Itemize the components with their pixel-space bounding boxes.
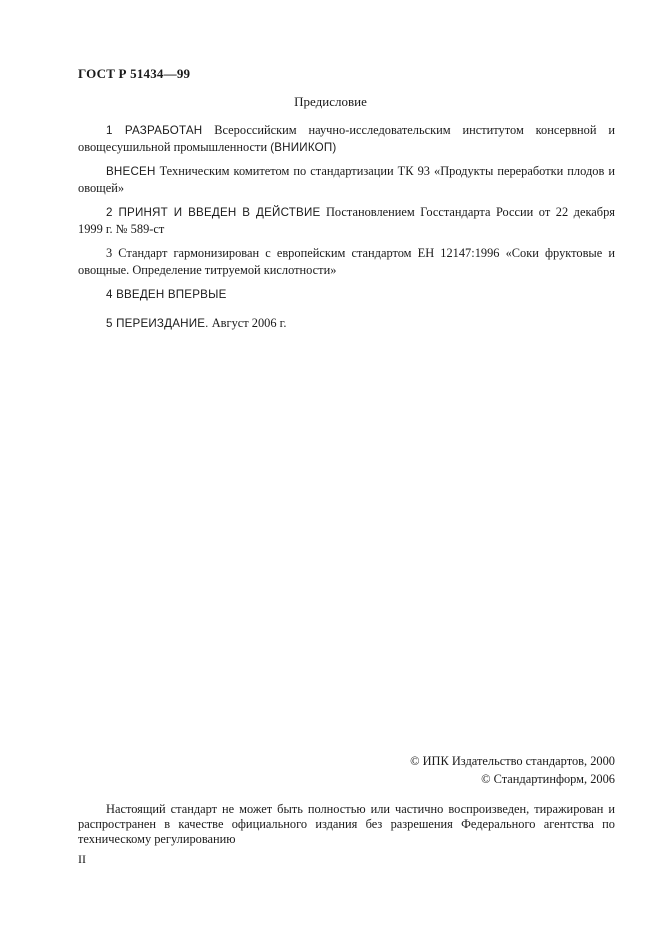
foreword-item-1 [78,122,615,156]
item-text: Всероссийским научно-исследовательским институтом консервной и овощесушильной промышленности [78,123,616,154]
reproduction-notice: Настоящий стандарт не может быть полностью или частично воспроизведен, тиражирован и распространен в качестве официального издания без разрешения Федерального агентства по техническому регулированию [78,802,615,846]
foreword-item-5 [78,315,615,332]
item-text: Постановлением Госстандарта России от 22 декабря 1999 г. № 589-ст [78,205,615,236]
copyright-publisher: © ИПК Издательство стандартов, 2000 [410,754,615,768]
item-lead: 2 ПРИНЯТ И ВВЕДЕН В ДЕЙСТВИЕ [106,206,321,219]
page-number: II [78,852,86,866]
item-lead: 1 РАЗРАБОТАН [106,124,203,137]
item-lead: 4 ВВЕДЕН ВПЕРВЫЕ [106,288,227,301]
item-tail: (ВНИИКОП) [270,141,337,154]
copyright-standartinform: © Стандартинформ, 2006 [481,772,615,786]
item-lead: ВНЕСЕН [106,165,156,178]
item-lead: 5 ПЕРЕИЗДАНИЕ. [106,317,209,330]
standard-code: ГОСТ Р 51434—99 [78,66,191,81]
foreword-item-2 [78,204,615,238]
foreword-item-submitted [78,163,615,197]
foreword-item-4 [78,286,615,303]
item-text: Техническим комитетом по стандартизации ТК 93 «Продукты переработки плодов и овощей» [78,164,615,195]
foreword-item-3 [78,245,615,279]
item-text: 3 Стандарт гармонизирован с европейским стандартом ЕН 12147:1996 «Соки фруктовые и овощные. Определение титруемой кислотности» [78,246,615,277]
section-title: Предисловие [294,94,367,109]
item-text: Август 2006 г. [208,316,287,330]
